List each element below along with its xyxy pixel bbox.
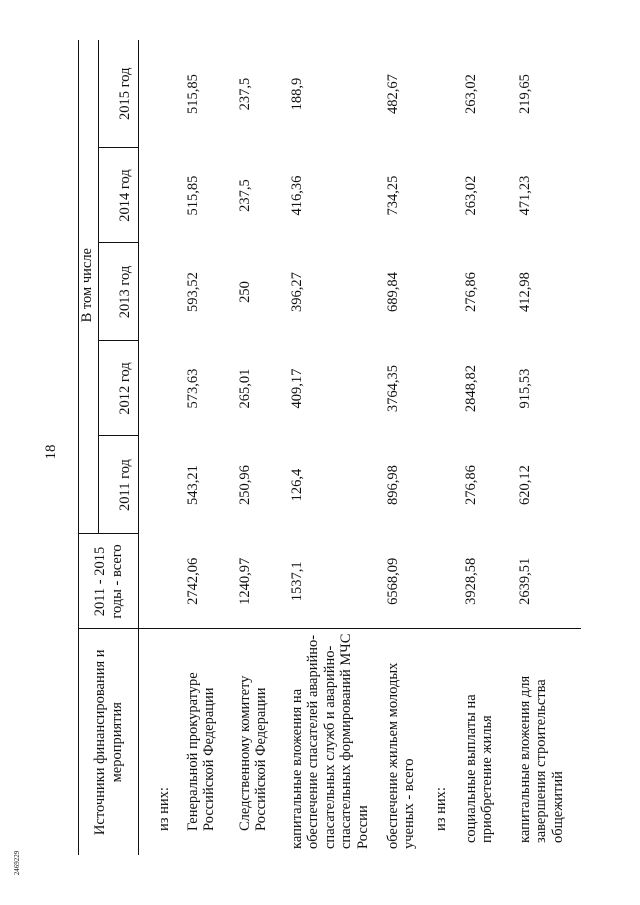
cell-2012: 2848,82 <box>462 364 479 413</box>
table-row <box>377 40 429 855</box>
cell-2012 <box>429 341 455 436</box>
cell-2013: 250 <box>236 281 253 303</box>
cell-total: 2742,06 <box>184 557 201 605</box>
cell-2012: 265,01 <box>236 368 253 409</box>
cell-total <box>429 534 455 629</box>
cell-total: 3928,58 <box>462 557 479 605</box>
cell-2014: 416,36 <box>288 175 305 216</box>
financing-table <box>78 40 581 855</box>
cell-2015: 482,67 <box>384 74 401 114</box>
page-number: 18 <box>43 444 59 460</box>
cell-2015 <box>139 40 177 148</box>
cell-2015: 263,02 <box>462 74 479 114</box>
cell-2011: 250,96 <box>236 465 253 505</box>
cell-2013 <box>139 243 177 341</box>
cell-2013: 689,84 <box>384 272 401 312</box>
cell-2011: 620,12 <box>516 465 533 505</box>
cell-2011: 126,4 <box>288 468 305 502</box>
cell-2011: 276,86 <box>462 465 479 505</box>
row-label: Генеральной прокуратуре Российской Федерации <box>177 629 229 855</box>
document-code: 2469229 <box>13 850 21 876</box>
cell-2013: 412,98 <box>516 272 533 312</box>
cell-total <box>139 534 177 629</box>
header-year-2011: 2011 год <box>99 436 139 534</box>
header-group: В том числе <box>79 40 99 534</box>
table-row <box>429 40 455 855</box>
header-sources: Источники финансирования и мероприятия <box>79 629 139 855</box>
header-year-2014: 2014 год <box>99 148 139 243</box>
cell-2014: 734,25 <box>384 175 401 216</box>
cell-2012: 573,63 <box>184 368 201 409</box>
cell-2012: 3764,35 <box>384 364 401 413</box>
table-row <box>281 40 377 855</box>
cell-2014: 471,23 <box>516 175 533 216</box>
cell-2013 <box>429 243 455 341</box>
cell-2014: 237,5 <box>236 179 253 212</box>
cell-2013: 593,52 <box>184 272 201 312</box>
row-label: социальные выплаты на приобретение жилья <box>455 629 509 855</box>
header-year-2012: 2012 год <box>99 341 139 436</box>
cell-2011: 543,21 <box>184 465 201 505</box>
cell-2012: 915,53 <box>516 368 533 409</box>
cell-total: 1240,97 <box>236 557 253 605</box>
cell-2015 <box>429 40 455 148</box>
cell-total: 1537,1 <box>288 561 305 602</box>
header-total: 2011 - 2015 годы - всего <box>79 534 139 629</box>
cell-2014: 515,85 <box>184 175 201 216</box>
rotated-table-container <box>78 40 580 855</box>
cell-2011 <box>139 436 177 534</box>
cell-total: 2639,51 <box>516 557 533 605</box>
cell-2012 <box>139 341 177 436</box>
cell-2013: 276,86 <box>462 272 479 312</box>
cell-total: 6568,09 <box>384 557 401 605</box>
row-label: капитальные вложения на обеспечение спасателей аварийно-спасательных служб и аварийно-спасательных формирований МЧС России <box>281 629 377 855</box>
row-label: из них: <box>139 629 177 855</box>
header-year-2013: 2013 год <box>99 243 139 341</box>
cell-2014 <box>139 148 177 243</box>
row-label: из них: <box>429 629 455 855</box>
cell-2014: 263,02 <box>462 175 479 216</box>
table-row <box>139 40 177 855</box>
cell-2014 <box>429 148 455 243</box>
table-row <box>229 40 281 855</box>
row-label: Следственному комитету Российской Федерации <box>229 629 281 855</box>
header-year-2015: 2015 год <box>99 40 139 148</box>
cell-2013: 396,27 <box>288 272 305 312</box>
cell-2015: 219,65 <box>516 74 533 114</box>
cell-2011 <box>429 436 455 534</box>
table-row <box>455 40 509 855</box>
row-label: капитальные вложения для завершения строительства общежитий <box>509 629 581 855</box>
cell-2011: 896,98 <box>384 465 401 505</box>
row-label: обеспечение жильем молодых ученых - всего <box>377 629 429 855</box>
cell-2015: 515,85 <box>184 74 201 114</box>
table-row <box>177 40 229 855</box>
cell-2015: 237,5 <box>236 77 253 111</box>
table-row <box>509 40 581 855</box>
cell-2015: 188,9 <box>288 77 305 111</box>
cell-2012: 409,17 <box>288 368 305 409</box>
